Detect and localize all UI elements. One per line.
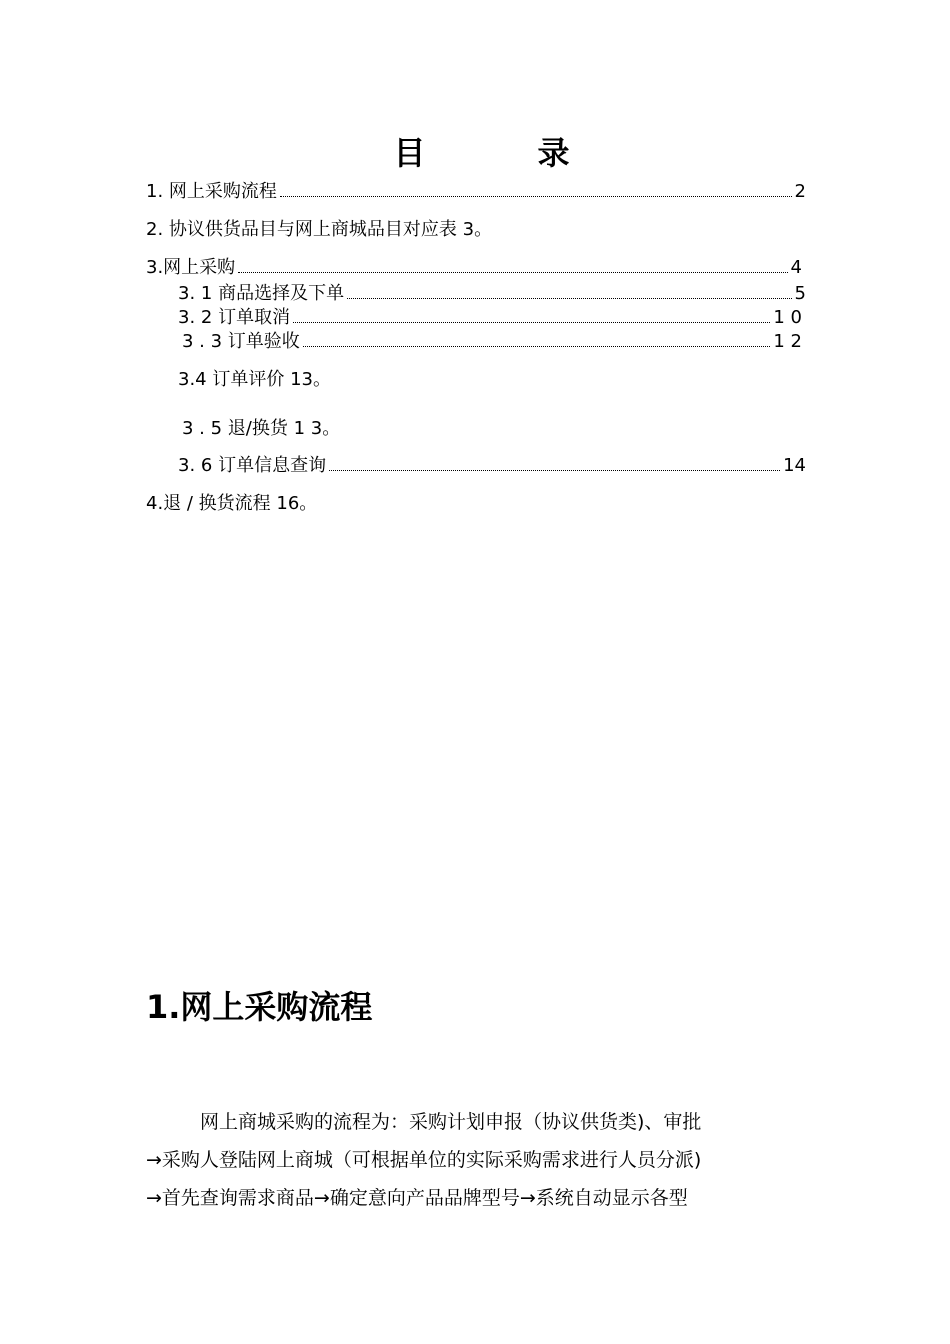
paragraph-line: 网上商城采购的流程为：采购计划申报（协议供货类)、审批 xyxy=(200,1111,702,1133)
toc-title: 目 录 xyxy=(393,134,610,172)
toc-entry[interactable] xyxy=(146,257,802,279)
toc-entry-text: 3.网上采购 xyxy=(146,257,236,278)
toc-entry-text: 3 . 3 订单验收 xyxy=(182,331,300,352)
toc-entry[interactable] xyxy=(178,369,331,391)
toc-entry-text: 3. 1 商品选择及下单 xyxy=(178,283,345,304)
toc-entry[interactable] xyxy=(146,219,492,241)
toc-entry[interactable] xyxy=(146,493,317,515)
paragraph-line: →首先查询需求商品→确定意向产品品牌型号→系统自动显示各型 xyxy=(146,1187,688,1209)
toc-entry-page: 5 xyxy=(794,283,806,304)
toc-entry-page: 14 xyxy=(783,455,806,476)
body-paragraph xyxy=(146,1103,806,1217)
toc-entry[interactable] xyxy=(178,455,806,477)
toc-entry[interactable] xyxy=(182,418,340,440)
toc-entry-text: 3 . 5 退/换货 1 3。 xyxy=(182,418,341,439)
dot-leader xyxy=(280,196,792,197)
toc-entry[interactable] xyxy=(178,283,806,305)
dot-leader xyxy=(238,272,787,273)
toc-entry-text: 2. 协议供货品目与网上商城品目对应表 3。 xyxy=(146,219,493,240)
toc-entry-page: 1 0 xyxy=(773,307,802,328)
toc-entry[interactable] xyxy=(178,307,802,329)
toc-entry-text: 3.4 订单评价 13。 xyxy=(178,369,331,390)
toc-entry-page: 1 2 xyxy=(773,331,802,352)
toc-entry-text: 4.退 / 换货流程 16。 xyxy=(146,493,318,514)
toc-entry-page: 2 xyxy=(794,181,806,202)
toc-entry-page: 4 xyxy=(790,257,802,278)
toc-entry-text: 1. 网上采购流程 xyxy=(146,181,277,202)
toc-entry[interactable] xyxy=(182,331,802,353)
toc-entry-text: 3. 6 订单信息查询 xyxy=(178,455,327,476)
dot-leader xyxy=(329,470,780,471)
toc-entry[interactable] xyxy=(146,181,806,203)
paragraph-line: →采购人登陆网上商城（可根据单位的实际采购需求进行人员分派) xyxy=(146,1149,702,1171)
dot-leader xyxy=(303,346,771,347)
section-heading: 1.网上采购流程 xyxy=(146,988,373,1026)
dot-leader xyxy=(347,298,791,299)
dot-leader xyxy=(293,322,770,323)
toc-entry-text: 3. 2 订单取消 xyxy=(178,307,291,328)
